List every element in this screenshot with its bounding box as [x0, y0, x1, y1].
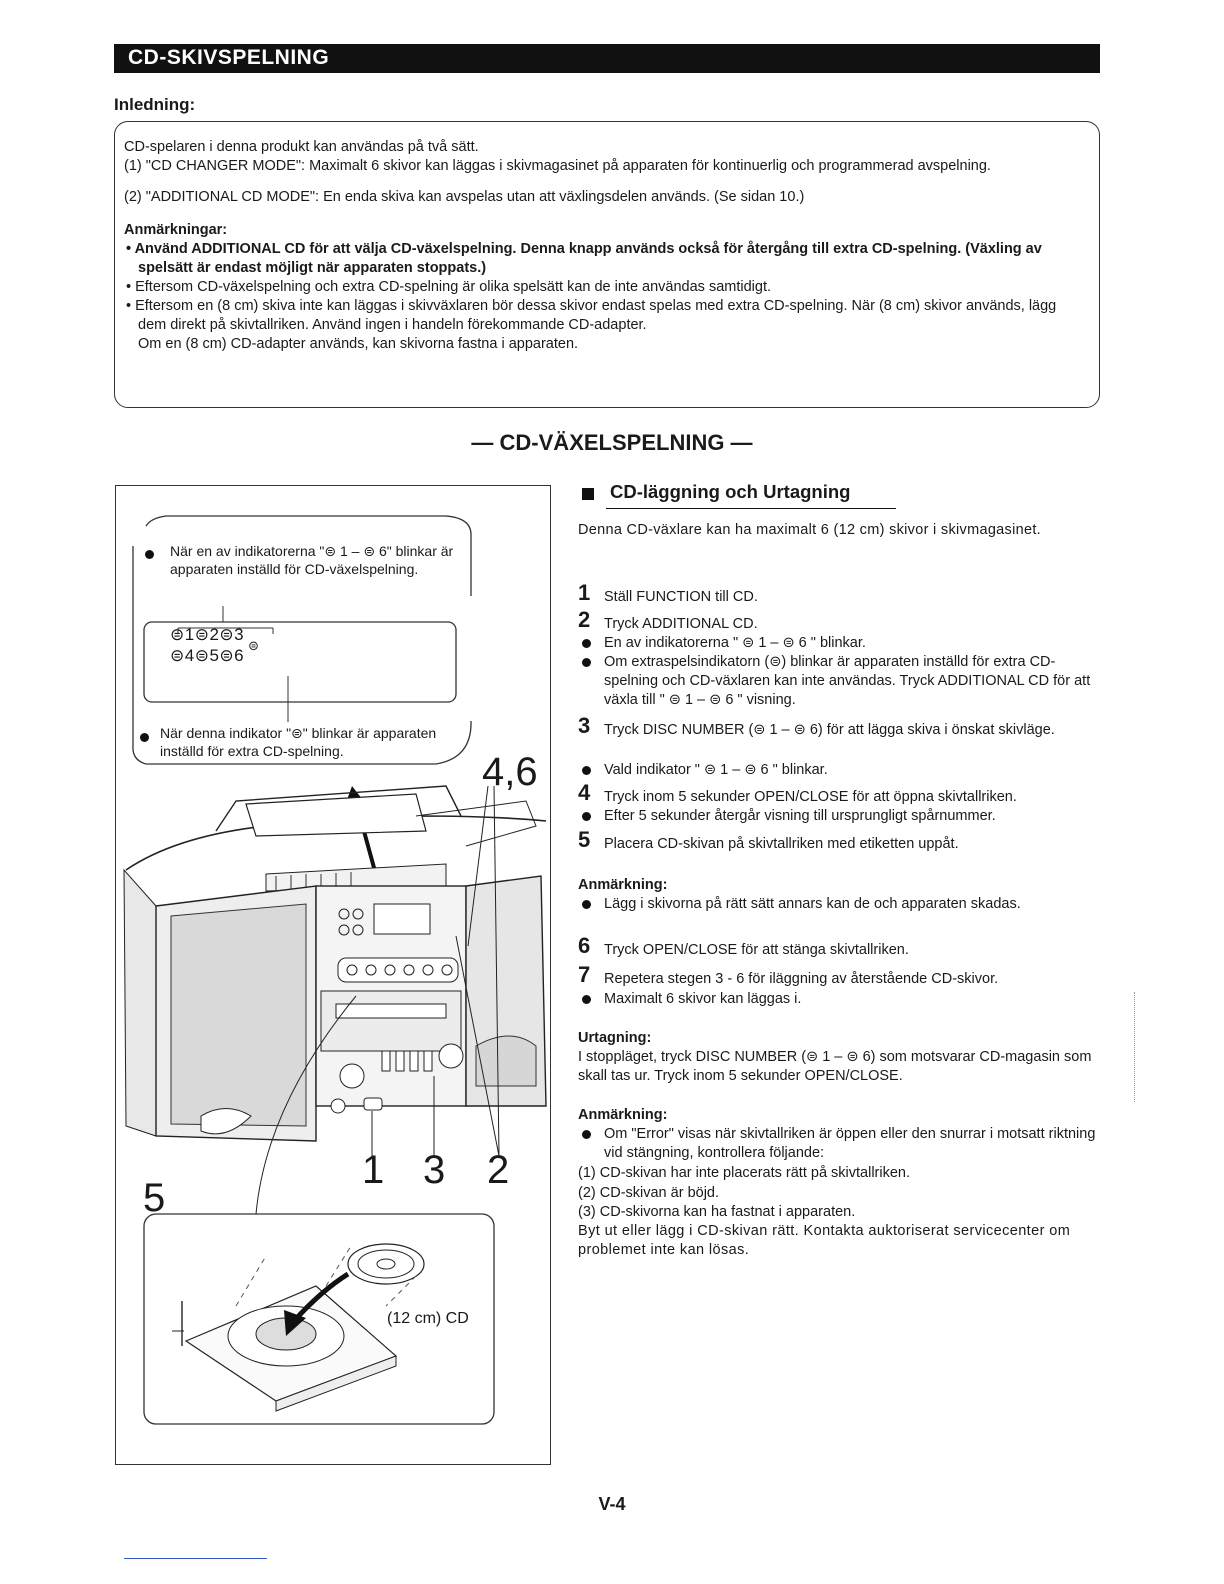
note-2-bullet [578, 1125, 1100, 1163]
step-text: Tryck ADDITIONAL CD. [604, 616, 758, 632]
notes-heading: Anmärkningar: [124, 222, 228, 238]
step-1 [578, 580, 1100, 607]
footer-line [124, 1558, 267, 1559]
bullet-text: Maximalt 6 skivor kan läggas i. [604, 991, 802, 1007]
section-header-title: CD-SKIVSPELNING [128, 46, 330, 69]
step-6 [578, 933, 1100, 960]
intro-p2: (1) "CD CHANGER MODE": Maximalt 6 skivor kan läggas i skivmagasinet på apparaten för kontinuerlig och programmerad avspelning. [124, 158, 991, 174]
step-number: 1 [578, 580, 591, 605]
step-4-bullet [578, 807, 1100, 826]
display-indicators [170, 624, 260, 666]
section-title: — CD-VÄXELSPELNING — [471, 430, 753, 455]
step-text: Tryck inom 5 sekunder OPEN/CLOSE för att öppna skivtallriken. [604, 789, 1017, 805]
step-number: 5 [578, 827, 591, 852]
note-2-item-1: (1) CD-skivan har inte placerats rätt på skivtallriken. [578, 1165, 911, 1181]
bullet-text: Lägg i skivorna på rätt sätt annars kan de och apparaten skadas. [604, 896, 1021, 912]
intro-p3: (2) "ADDITIONAL CD MODE": En enda skiva kan avspelas utan att växlingsdelen används. (Se sidan 10.) [124, 189, 805, 205]
removal-text: I stoppläget, tryck DISC NUMBER (⊜ 1 – ⊜ 6) som motsvarar CD-magasin som skall tas ur. Tryck inom 5 sekunder OPEN/CLOSE. [578, 1049, 1092, 1084]
step-4 [578, 780, 1100, 807]
intro-text [124, 138, 1086, 354]
note-2-item-2: (2) CD-skivan är böjd. [578, 1185, 720, 1201]
changer-intro: Denna CD-växlare kan ha maximalt 6 (12 cm) skivor i skivmagasinet. [578, 522, 1042, 538]
bullet-text: En av indikatorerna " ⊜ 1 – ⊜ 6 " blinkar. [604, 635, 866, 651]
cd-size-label: (12 cm) CD [387, 1310, 469, 1327]
note-item: • Använd ADDITIONAL CD för att välja CD-växelspelning. Denna knapp används också för återgång till extra CD-spelning. (Växling av spelsätt är endast möjligt när apparaten stoppats.) [126, 241, 1042, 276]
step-3 [578, 713, 1100, 740]
step-2 [578, 607, 1100, 634]
step-text: Tryck DISC NUMBER (⊜ 1 – ⊜ 6) för att lägga skiva i önskat skivläge. [604, 722, 1055, 738]
heading-underline [606, 508, 896, 509]
bullet-text: Om extraspelsindikatorn (⊜) blinkar är apparaten inställd för extra CD-spelning och CD-växlaren kan inte användas. Tryck ADDITIONAL CD för att växla till " ⊜ 1 – ⊜ 6 " visning. [604, 654, 1091, 708]
display-extra-indicator: ⊜ [248, 638, 260, 653]
display-row-1: ⊜1⊜2⊜3 [170, 625, 245, 644]
bullet-text: Om "Error" visas när skivtallriken är öppen eller den snurrar i motsatt riktning vid stängning, kontrollera följande: [604, 1126, 1096, 1161]
step-number: 2 [578, 607, 591, 632]
note-2-item-3: (3) CD-skivorna kan ha fastnat i apparaten. [578, 1204, 856, 1220]
step-5 [578, 827, 1100, 854]
fig-label-3: 3 [423, 1148, 446, 1192]
callout-changer-indicator: När en av indikatorerna "⊜ 1 – ⊜ 6" blinkar är apparaten inställd för CD-växelspelning. [170, 543, 454, 577]
bullet-dot [145, 550, 154, 559]
fig-label-5: 5 [143, 1176, 166, 1220]
step-7 [578, 962, 1100, 989]
bullet-dot [140, 733, 149, 742]
note-1-heading: Anmärkning: [578, 877, 668, 893]
step-number: 4 [578, 780, 591, 805]
fig-label-2: 2 [487, 1148, 510, 1192]
callout-extra-indicator: När denna indikator "⊜" blinkar är apparaten inställd för extra CD-spelning. [160, 725, 437, 759]
note-1-bullet [578, 895, 1100, 914]
heading-square-icon [582, 488, 594, 500]
step-text: Repetera stegen 3 - 6 för iläggning av återstående CD-skivor. [604, 971, 999, 987]
note-2-heading: Anmärkning: [578, 1107, 668, 1123]
note-item: • Eftersom CD-växelspelning och extra CD-spelning är olika spelsätt kan de inte användas samtidigt. [126, 279, 772, 295]
fig-label-1: 1 [362, 1148, 385, 1192]
step-3-bullet [578, 761, 1100, 780]
step-2-bullet-1 [578, 634, 1100, 653]
intro-heading: Inledning: [114, 95, 196, 114]
step-7-bullet [578, 990, 1100, 1009]
removal-heading: Urtagning: [578, 1030, 652, 1046]
display-row-2: ⊜4⊜5⊜6 [170, 646, 245, 665]
step-number: 3 [578, 713, 591, 738]
fig-label-4-6: 4,6 [482, 750, 538, 794]
note-item: • Eftersom en (8 cm) skiva inte kan läggas i skivväxlaren bör dessa skivor endast spelas med extra CD-spelning. När (8 cm) skivor används, lägg dem direkt på skivtallriken. Använd ingen i handeln förekommande CD-adapter. [126, 298, 1057, 333]
margin-mark [1110, 992, 1135, 1102]
step-number: 6 [578, 933, 591, 958]
note-item: Om en (8 cm) CD-adapter används, kan skivorna fastna i apparaten. [138, 336, 579, 352]
step-2-bullet-2 [578, 653, 1100, 710]
bullet-text: Efter 5 sekunder återgår visning till ursprungligt spårnummer. [604, 808, 996, 824]
bullet-text: Vald indikator " ⊜ 1 – ⊜ 6 " blinkar. [604, 762, 828, 778]
subsection-heading: CD-läggning och Urtagning [610, 481, 851, 502]
note-2-closing: Byt ut eller lägg i CD-skivan rätt. Kontakta auktoriserat servicecenter om problemet inte kan lösas. [578, 1223, 1071, 1258]
intro-p1: CD-spelaren i denna produkt kan användas på två sätt. [124, 139, 479, 155]
step-number: 7 [578, 962, 591, 987]
page-number: V-4 [598, 1494, 626, 1514]
step-text: Ställ FUNCTION till CD. [604, 589, 758, 605]
step-text: Tryck OPEN/CLOSE för att stänga skivtallriken. [604, 942, 909, 958]
step-text: Placera CD-skivan på skivtallriken med etiketten uppåt. [604, 836, 959, 852]
